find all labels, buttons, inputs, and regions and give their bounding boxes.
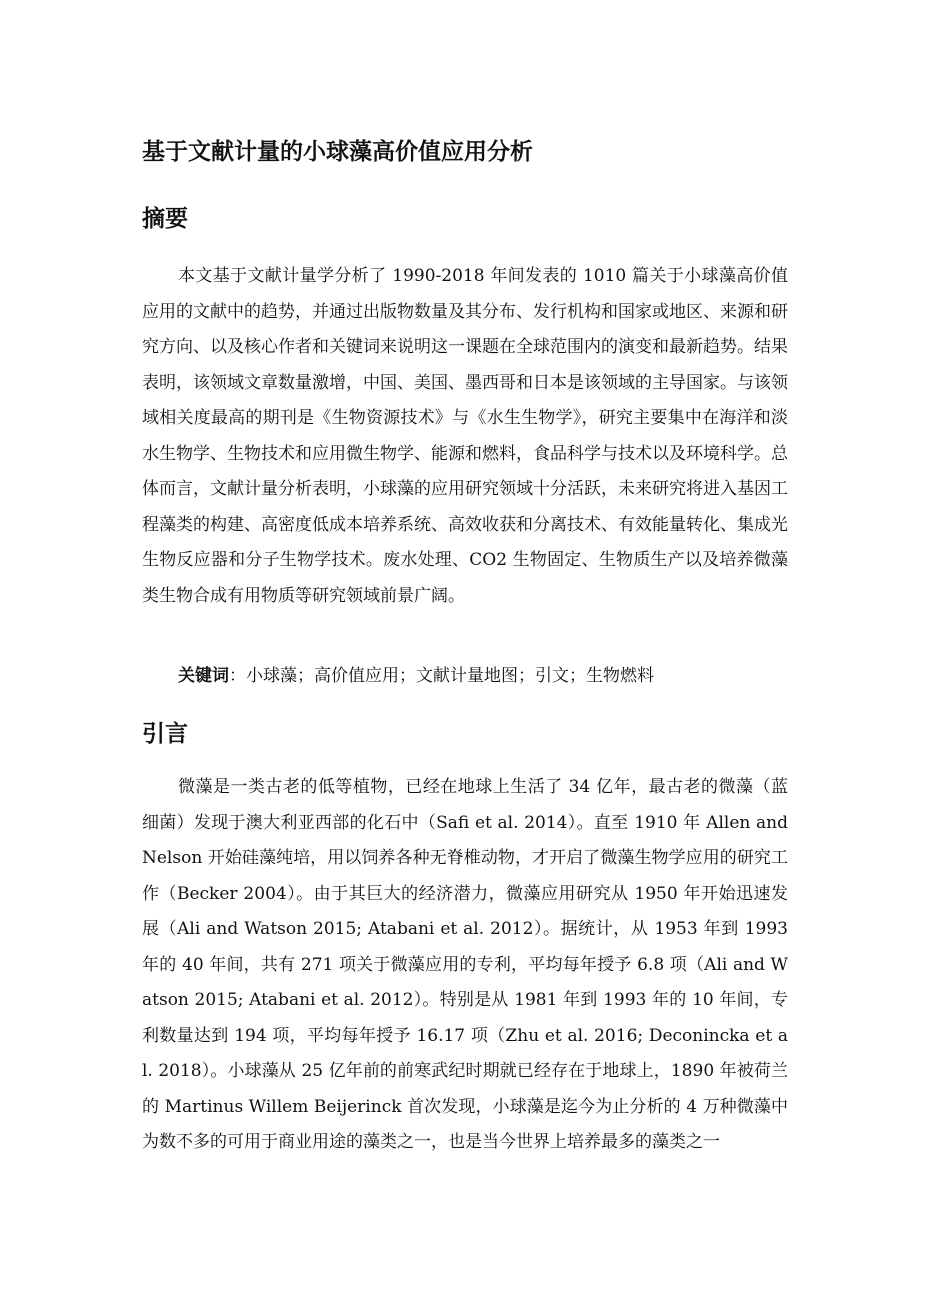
introduction-paragraph: 微藻是一类古老的低等植物，已经在地球上生活了 34 亿年，最古老的微藻（蓝细菌）发现于澳大利亚西部的化石中（Safi et al. 2014）。直至 1910 年 Allen and Nelson 开始硅藻纯培，用以饲养各种无脊椎动物，才开启了微藻生物学应用的研究工作（Becker 2004）。由于其巨大的经济潜力，微藻应用研究从 1950 年开始迅速发展（Ali and Watson 2015; Atabani et al. 2012）。据统计，从 1953 年到 1993 年的 40 年间，共有 271 项关于微藻应用的专利，平均每年授予 6.8 项（Ali and Watson 2015; Atabani et al. 2012）。特别是从 1981 年到 1993 年的 10 年间，专利数量达到 194 项，平均每年授予 16.17 项（Zhu et al. 2016; Deconincka et al. 2018）。小球藻从 25 亿年前的前寒武纪时期就已经存在于地球上，1890 年被荷兰的 Martinus Willem Beijerinck 首次发现，小球藻是迄今为止分析的 4 万种微藻中为数不多的可用于商业用途的藻类之一，也是当今世界上培养最多的藻类之一 [142,777,788,1152]
keywords-list: 小球藻；高价值应用；文献计量地图；引文；生物燃料 [246,666,654,686]
keywords-label: 关键词 [178,666,229,686]
keywords-line [178,659,654,694]
abstract-heading: 摘要 [142,206,188,232]
document-title: 基于文献计量的小球藻高价值应用分析 [142,139,533,165]
introduction-heading: 引言 [142,721,188,747]
keywords-separator: ： [229,666,246,686]
abstract-paragraph: 本文基于文献计量学分析了 1990-2018 年间发表的 1010 篇关于小球藻高价值应用的文献中的趋势，并通过出版物数量及其分布、发行机构和国家或地区、来源和研究方向、以及核心作者和关键词来说明这一课题在全球范围内的演变和最新趋势。结果表明，该领域文章数量激增，中国、美国、墨西哥和日本是该领域的主导国家。与该领域相关度最高的期刊是《生物资源技术》与《水生生物学》，研究主要集中在海洋和淡水生物学、生物技术和应用微生物学、能源和燃料，食品科学与技术以及环境科学。总体而言，文献计量分析表明，小球藻的应用研究领域十分活跃，未来研究将进入基因工程藻类的构建、高密度低成本培养系统、高效收获和分离技术、有效能量转化、集成光生物反应器和分子生物学技术。废水处理、CO2 生物固定、生物质生产以及培养微藻类生物合成有用物质等研究领域前景广阔。 [142,266,788,606]
